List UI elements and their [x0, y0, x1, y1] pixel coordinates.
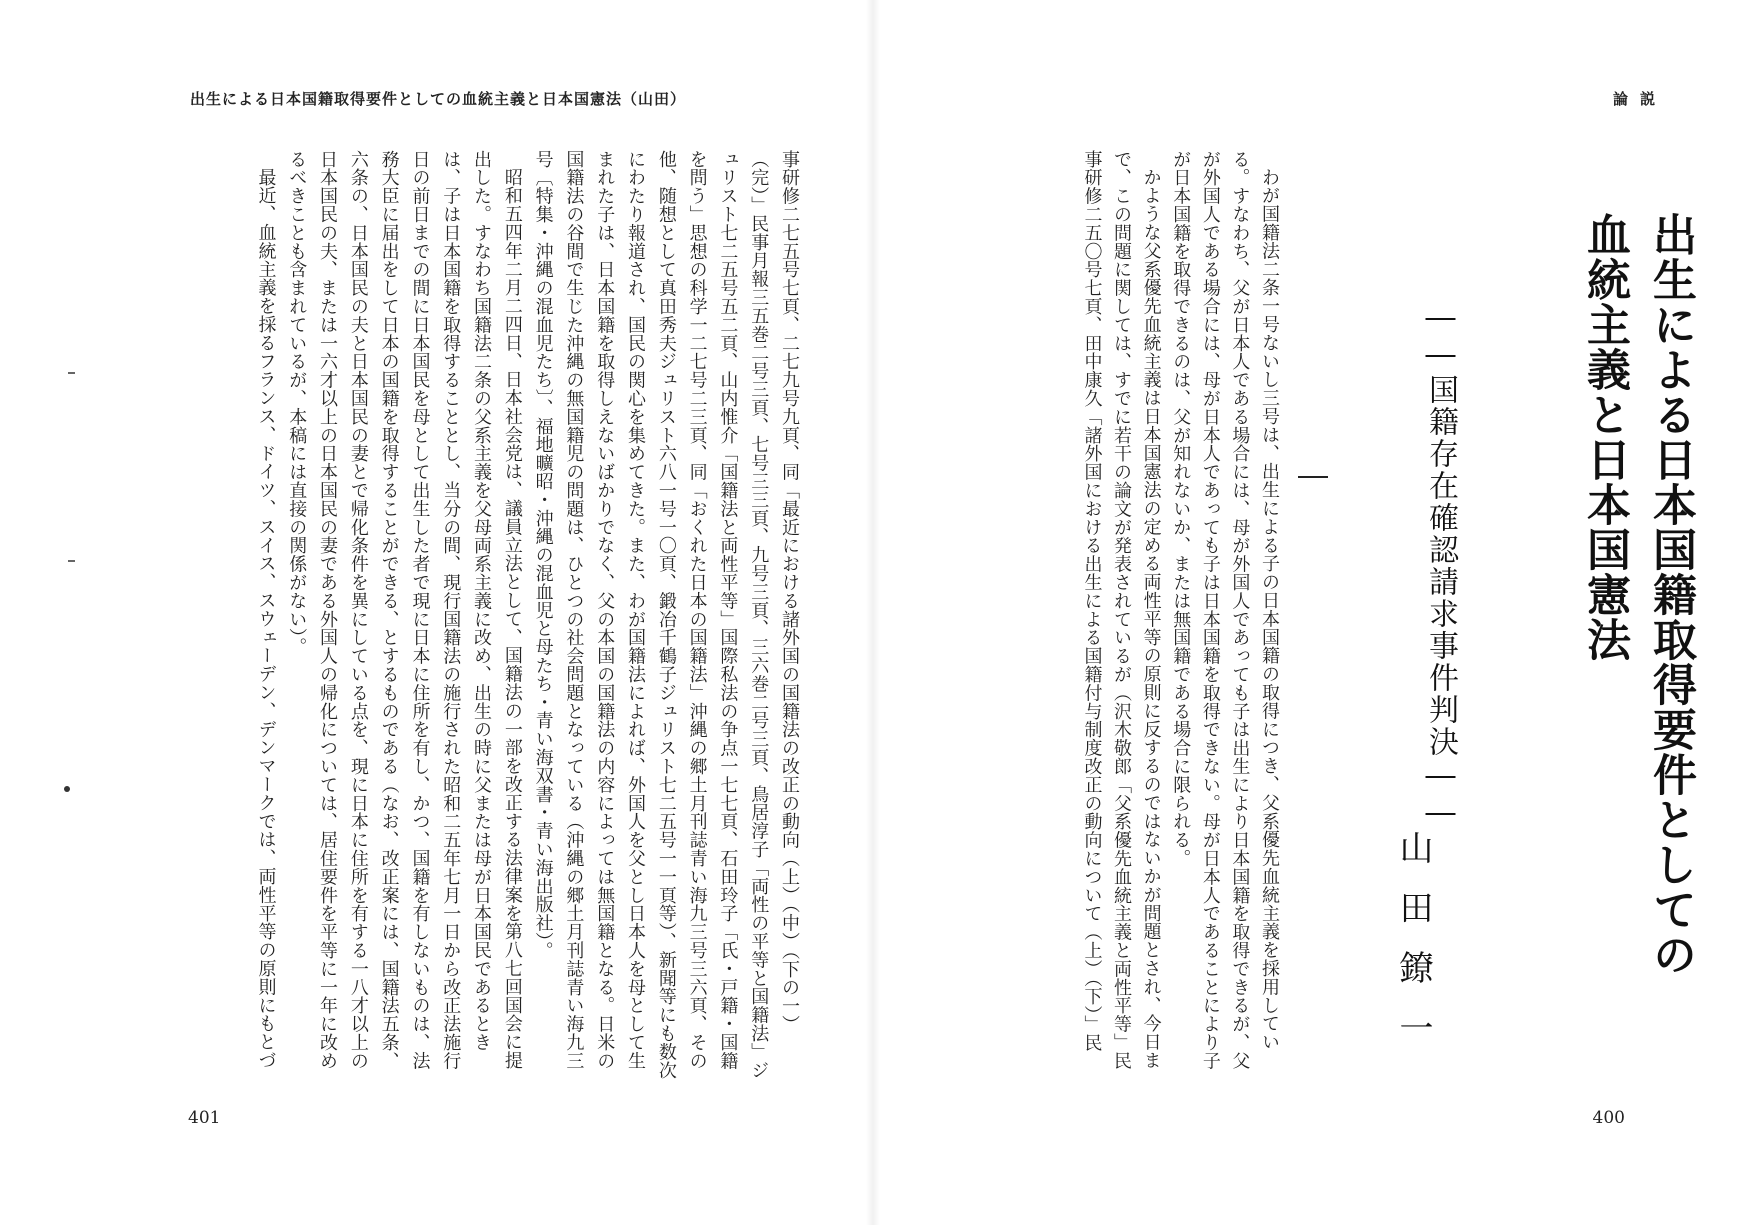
paragraph-3: 最近、血統主義を採るフランス、ドイツ、スイス、スウェーデン、デンマークでは、両性平等の原則にもとづ [255, 168, 277, 1070]
article-subtitle: ――国籍存在確認請求事件判決―― [1423, 300, 1458, 832]
paragraph-1: わが国籍法二条一号ないし三号は、出生による子の日本国籍の取得につき、父系優先血統主義を採用している。すなわち、父が日本人である場合には、母が外国人であっても子は出生により日本国籍を取得できるが、父が外国人である場合には、母が日本人であっても子は日本国籍を取得できない。母が日本人であることにより子が日本国籍を取得できるのは、父が知れないか、または無国籍である場合に限られる。 [1170, 150, 1280, 1070]
margin-mark [68, 560, 75, 562]
running-head-left: 出生による日本国籍取得要件としての血統主義と日本国憲法（山田） [190, 90, 687, 108]
section-number-one [1298, 476, 1328, 478]
margin-mark [68, 372, 75, 374]
body-text-left [172, 150, 804, 1080]
scan-speck [64, 786, 70, 792]
body-text-right [1046, 150, 1284, 1080]
page-number-left: 401 [188, 1108, 221, 1128]
title-line-2: 血統主義と日本国憲法 [1579, 212, 1630, 662]
paragraph-1: 事研修二七五号七頁、二七九号九頁、同「最近における諸外国の国籍法の改正の動向（上）（中）（下の一）（完）」民事月報三五巻二号三頁、七号三三頁、九号三頁、三六巻二号三頁、鳥居淳子「両性の平等と国籍法」ジュリスト七二五号五二頁、山内惟介「国籍法と両性平等」国際私法の争点一七七頁、石田玲子「氏・戸籍・国籍を問う」思想の科学一二七号二三頁、同「おくれた日本の国籍法」沖縄の郷土月刊誌青い海九三号三六頁、その他、随想として真田秀夫ジュリスト六八一号一〇頁、鍛冶千鶴子ジュリスト七二五号一一頁等）、新聞等にも数次にわたり報道され、国民の関心を集めてきた。また、わが国籍法によれば、外国人を父とし日本人を母として生まれた子は、日本国籍を取得しえないばかりでなく、父の本国の国籍法の内容によっては無国籍となる。日米の国籍法の谷間で生じた沖縄の無国籍児の問題は、ひとつの社会問題となっている（沖縄の郷土月刊誌青い海九三号〔特集・沖縄の混血児たち〕、福地曠昭・沖縄の混血児と母たち・青い海双書・青い海出版社）。 [532, 150, 800, 1080]
paragraph-2: 昭和五四年二月二四日、日本社会党は、議員立法として、国籍法の一部を改正する法律案を第八七回国会に提出した。すなわち国籍法二条の父系主義を父母両系主義に改め、出生の時に父または母が日本国民であるときは、子は日本国籍を取得することとし、当分の間、現行国籍法の施行された昭和二五年七月一日から改正法施行日の前日までの間に日本国民を母として出生した者で現に日本に住所を有し、かつ、国籍を有しないものは、法務大臣に届出をして日本の国籍を取得することができる、とするものである（なお、改正案には、国籍法五条、六条の、日本国民の夫と日本国民の妻とで帰化条件を異にしている点を、現に日本に住所を有する一八才以上の日本国民の夫、または一六才以上の日本国民の妻である外国人の帰化については、居住要件を平等に一年に改めるべきことも含まれているが、本稿には直接の関係がない）。 [286, 150, 523, 1070]
page-401 [0, 0, 873, 1225]
page-number-right: 400 [1592, 1108, 1625, 1128]
paragraph-2: かような父系優先血統主義は日本国憲法の定める両性平等の原則に反するのではないかが問題とされ、今日まで、この問題に関しては、すでに若干の論文が発表されているが（沢木敬郎「父系優先血統主義と両性平等」民事研修二五〇号七頁、田中康久「諸外国における出生による国籍付与制度改正の動向について（上）（下）」民 [1081, 150, 1162, 1070]
author-name: 山田鐐一 [1393, 830, 1433, 1070]
page-400 [873, 0, 1747, 1225]
running-head-right: 論説 [1612, 90, 1667, 108]
title-line-1: 出生による日本国籍取得要件としての [1645, 212, 1696, 977]
article-title [1493, 212, 1703, 1012]
